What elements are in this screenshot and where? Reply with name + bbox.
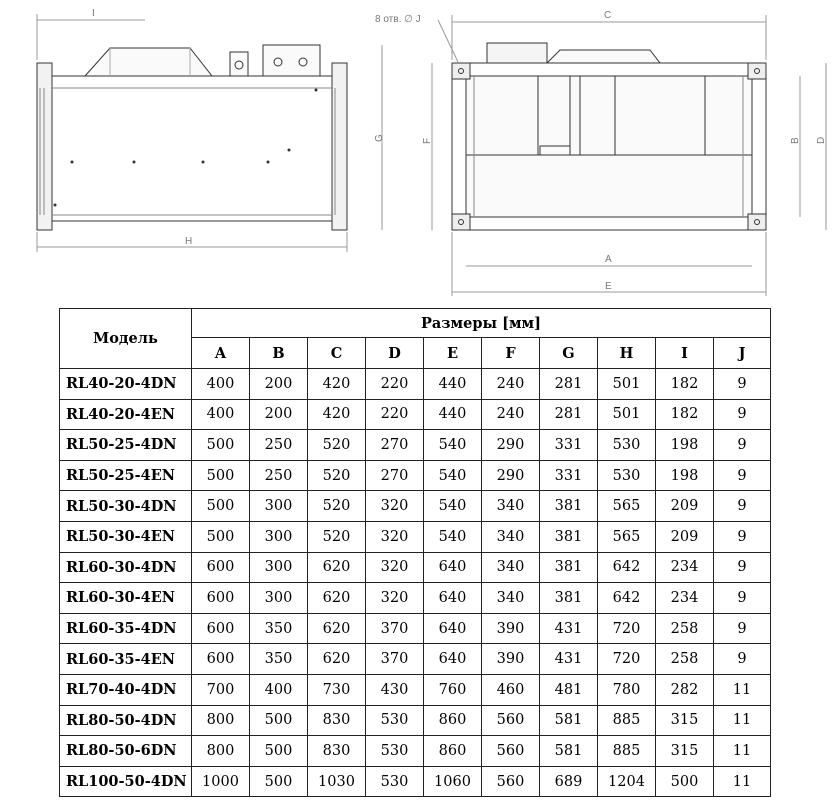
- value-cell-d: 530: [366, 766, 424, 797]
- value-cell-i: 209: [656, 521, 714, 552]
- model-cell: RL50-30-4EN: [60, 521, 192, 552]
- corner-bracket: [748, 63, 766, 79]
- value-cell-a: 400: [192, 399, 250, 430]
- value-cell-f: 560: [482, 705, 540, 736]
- value-cell-f: 240: [482, 369, 540, 400]
- value-cell-j: 11: [714, 766, 771, 797]
- value-cell-g: 381: [540, 583, 598, 614]
- value-cell-b: 300: [250, 491, 308, 522]
- value-cell-j: 11: [714, 736, 771, 767]
- value-cell-j: 9: [714, 552, 771, 583]
- value-cell-f: 340: [482, 583, 540, 614]
- side-view-right-flange: [332, 63, 347, 230]
- value-cell-b: 300: [250, 552, 308, 583]
- value-cell-b: 500: [250, 705, 308, 736]
- table-row: [60, 766, 771, 797]
- value-cell-a: 500: [192, 460, 250, 491]
- value-cell-f: 390: [482, 613, 540, 644]
- value-cell-i: 258: [656, 644, 714, 675]
- value-cell-j: 9: [714, 460, 771, 491]
- value-cell-h: 501: [598, 369, 656, 400]
- value-cell-g: 381: [540, 521, 598, 552]
- side-view-motor-cover: [85, 48, 212, 76]
- value-cell-e: 440: [424, 399, 482, 430]
- value-cell-h: 565: [598, 491, 656, 522]
- model-cell: RL40-20-4EN: [60, 399, 192, 430]
- value-cell-a: 800: [192, 736, 250, 767]
- value-cell-h: 885: [598, 705, 656, 736]
- value-cell-e: 540: [424, 491, 482, 522]
- value-cell-g: 431: [540, 613, 598, 644]
- value-cell-h: 720: [598, 613, 656, 644]
- dim-label-f: F: [422, 137, 433, 144]
- value-cell-j: 9: [714, 491, 771, 522]
- value-cell-c: 730: [308, 674, 366, 705]
- value-cell-c: 520: [308, 521, 366, 552]
- value-cell-i: 182: [656, 399, 714, 430]
- value-cell-e: 640: [424, 613, 482, 644]
- value-cell-g: 381: [540, 552, 598, 583]
- value-cell-j: 11: [714, 705, 771, 736]
- table-row: [60, 583, 771, 614]
- column-header-i: I: [656, 338, 714, 369]
- value-cell-d: 270: [366, 460, 424, 491]
- value-cell-e: 860: [424, 705, 482, 736]
- value-cell-g: 481: [540, 674, 598, 705]
- column-header-j: J: [714, 338, 771, 369]
- value-cell-b: 200: [250, 369, 308, 400]
- value-cell-b: 500: [250, 736, 308, 767]
- value-cell-d: 370: [366, 644, 424, 675]
- value-cell-c: 830: [308, 736, 366, 767]
- value-cell-g: 581: [540, 705, 598, 736]
- value-cell-b: 250: [250, 430, 308, 461]
- value-cell-j: 9: [714, 399, 771, 430]
- value-cell-b: 350: [250, 644, 308, 675]
- value-cell-a: 500: [192, 521, 250, 552]
- value-cell-e: 540: [424, 430, 482, 461]
- value-cell-a: 600: [192, 613, 250, 644]
- model-cell: RL70-40-4DN: [60, 674, 192, 705]
- value-cell-e: 540: [424, 460, 482, 491]
- dim-label-holes: 8 отв. ∅ J: [375, 14, 421, 25]
- value-cell-e: 640: [424, 583, 482, 614]
- table-row: [60, 644, 771, 675]
- dimensions-group-header: Размеры [мм]: [192, 309, 771, 338]
- value-cell-i: 234: [656, 552, 714, 583]
- dim-label-d: D: [816, 136, 827, 144]
- value-cell-i: 315: [656, 705, 714, 736]
- value-cell-c: 620: [308, 644, 366, 675]
- column-header-c: C: [308, 338, 366, 369]
- value-cell-d: 370: [366, 613, 424, 644]
- value-cell-a: 600: [192, 583, 250, 614]
- value-cell-j: 9: [714, 613, 771, 644]
- value-cell-g: 331: [540, 460, 598, 491]
- value-cell-e: 640: [424, 552, 482, 583]
- table-row: [60, 736, 771, 767]
- table-row: [60, 674, 771, 705]
- value-cell-b: 500: [250, 766, 308, 797]
- value-cell-h: 642: [598, 583, 656, 614]
- value-cell-d: 220: [366, 399, 424, 430]
- dim-label-i: I: [92, 8, 95, 19]
- table-row: [60, 399, 771, 430]
- table-row: [60, 521, 771, 552]
- value-cell-d: 270: [366, 430, 424, 461]
- value-cell-f: 290: [482, 430, 540, 461]
- value-cell-i: 234: [656, 583, 714, 614]
- value-cell-a: 1000: [192, 766, 250, 797]
- value-cell-g: 431: [540, 644, 598, 675]
- value-cell-e: 860: [424, 736, 482, 767]
- value-cell-d: 530: [366, 736, 424, 767]
- dimensions-table: [59, 308, 771, 797]
- table-row: [60, 430, 771, 461]
- value-cell-j: 9: [714, 430, 771, 461]
- corner-bracket: [452, 214, 470, 230]
- model-cell: RL50-25-4DN: [60, 430, 192, 461]
- value-cell-c: 1030: [308, 766, 366, 797]
- corner-bracket: [452, 63, 470, 79]
- value-cell-c: 620: [308, 583, 366, 614]
- value-cell-f: 560: [482, 736, 540, 767]
- value-cell-f: 390: [482, 644, 540, 675]
- table-row: [60, 552, 771, 583]
- model-cell: RL80-50-4DN: [60, 705, 192, 736]
- value-cell-e: 1060: [424, 766, 482, 797]
- value-cell-i: 258: [656, 613, 714, 644]
- value-cell-f: 340: [482, 491, 540, 522]
- side-view-body: [52, 76, 342, 221]
- value-cell-f: 340: [482, 552, 540, 583]
- model-cell: RL60-35-4DN: [60, 613, 192, 644]
- value-cell-h: 565: [598, 521, 656, 552]
- side-view: [37, 14, 382, 252]
- corner-bracket: [748, 214, 766, 230]
- value-cell-c: 420: [308, 369, 366, 400]
- value-cell-e: 760: [424, 674, 482, 705]
- value-cell-a: 600: [192, 552, 250, 583]
- model-cell: RL60-30-4EN: [60, 583, 192, 614]
- value-cell-f: 560: [482, 766, 540, 797]
- table-row: [60, 491, 771, 522]
- column-header-b: B: [250, 338, 308, 369]
- value-cell-a: 500: [192, 430, 250, 461]
- value-cell-a: 400: [192, 369, 250, 400]
- table-row: [60, 369, 771, 400]
- value-cell-g: 281: [540, 399, 598, 430]
- model-header: Модель: [60, 309, 192, 369]
- dim-label-a: A: [605, 254, 612, 265]
- value-cell-g: 381: [540, 491, 598, 522]
- column-header-a: A: [192, 338, 250, 369]
- value-cell-b: 350: [250, 613, 308, 644]
- model-cell: RL100-50-4DN: [60, 766, 192, 797]
- value-cell-j: 9: [714, 644, 771, 675]
- value-cell-e: 640: [424, 644, 482, 675]
- value-cell-j: 11: [714, 674, 771, 705]
- value-cell-g: 281: [540, 369, 598, 400]
- value-cell-b: 250: [250, 460, 308, 491]
- value-cell-a: 500: [192, 491, 250, 522]
- table-row: [60, 705, 771, 736]
- value-cell-e: 440: [424, 369, 482, 400]
- value-cell-i: 182: [656, 369, 714, 400]
- value-cell-j: 9: [714, 521, 771, 552]
- value-cell-j: 9: [714, 583, 771, 614]
- front-view-housing: [466, 76, 752, 217]
- model-cell: RL80-50-6DN: [60, 736, 192, 767]
- value-cell-i: 282: [656, 674, 714, 705]
- model-cell: RL50-30-4DN: [60, 491, 192, 522]
- value-cell-d: 320: [366, 552, 424, 583]
- value-cell-b: 300: [250, 583, 308, 614]
- column-header-f: F: [482, 338, 540, 369]
- table-row: [60, 460, 771, 491]
- value-cell-g: 331: [540, 430, 598, 461]
- table-body: [60, 369, 771, 797]
- value-cell-i: 209: [656, 491, 714, 522]
- dim-label-b: B: [790, 137, 801, 144]
- value-cell-a: 600: [192, 644, 250, 675]
- technical-drawing: [0, 0, 839, 300]
- value-cell-e: 540: [424, 521, 482, 552]
- value-cell-a: 800: [192, 705, 250, 736]
- value-cell-c: 420: [308, 399, 366, 430]
- dim-label-e: E: [605, 281, 612, 292]
- value-cell-d: 220: [366, 369, 424, 400]
- dim-label-c: C: [604, 10, 612, 21]
- dim-label-g: G: [374, 134, 385, 142]
- value-cell-i: 198: [656, 460, 714, 491]
- value-cell-h: 720: [598, 644, 656, 675]
- column-header-d: D: [366, 338, 424, 369]
- model-cell: RL50-25-4EN: [60, 460, 192, 491]
- value-cell-h: 530: [598, 430, 656, 461]
- value-cell-g: 581: [540, 736, 598, 767]
- value-cell-c: 520: [308, 430, 366, 461]
- value-cell-f: 240: [482, 399, 540, 430]
- front-view: [432, 15, 826, 296]
- side-view-clamp: [230, 52, 248, 76]
- value-cell-h: 530: [598, 460, 656, 491]
- value-cell-f: 460: [482, 674, 540, 705]
- value-cell-g: 689: [540, 766, 598, 797]
- column-header-g: G: [540, 338, 598, 369]
- value-cell-b: 400: [250, 674, 308, 705]
- value-cell-b: 300: [250, 521, 308, 552]
- value-cell-f: 290: [482, 460, 540, 491]
- value-cell-h: 1204: [598, 766, 656, 797]
- value-cell-c: 620: [308, 552, 366, 583]
- value-cell-c: 520: [308, 491, 366, 522]
- value-cell-d: 320: [366, 583, 424, 614]
- table-row: [60, 613, 771, 644]
- value-cell-h: 501: [598, 399, 656, 430]
- model-cell: RL60-35-4EN: [60, 644, 192, 675]
- value-cell-a: 700: [192, 674, 250, 705]
- value-cell-d: 320: [366, 521, 424, 552]
- value-cell-h: 780: [598, 674, 656, 705]
- model-cell: RL60-30-4DN: [60, 552, 192, 583]
- value-cell-h: 885: [598, 736, 656, 767]
- column-header-e: E: [424, 338, 482, 369]
- value-cell-d: 430: [366, 674, 424, 705]
- value-cell-f: 340: [482, 521, 540, 552]
- value-cell-h: 642: [598, 552, 656, 583]
- value-cell-d: 320: [366, 491, 424, 522]
- value-cell-c: 520: [308, 460, 366, 491]
- column-header-h: H: [598, 338, 656, 369]
- model-cell: RL40-20-4DN: [60, 369, 192, 400]
- value-cell-i: 315: [656, 736, 714, 767]
- side-view-terminal-box: [263, 45, 320, 76]
- dim-label-h: H: [185, 236, 193, 247]
- value-cell-b: 200: [250, 399, 308, 430]
- value-cell-i: 500: [656, 766, 714, 797]
- value-cell-c: 620: [308, 613, 366, 644]
- value-cell-i: 198: [656, 430, 714, 461]
- value-cell-c: 830: [308, 705, 366, 736]
- value-cell-j: 9: [714, 369, 771, 400]
- value-cell-d: 530: [366, 705, 424, 736]
- front-view-motor-top: [487, 43, 547, 63]
